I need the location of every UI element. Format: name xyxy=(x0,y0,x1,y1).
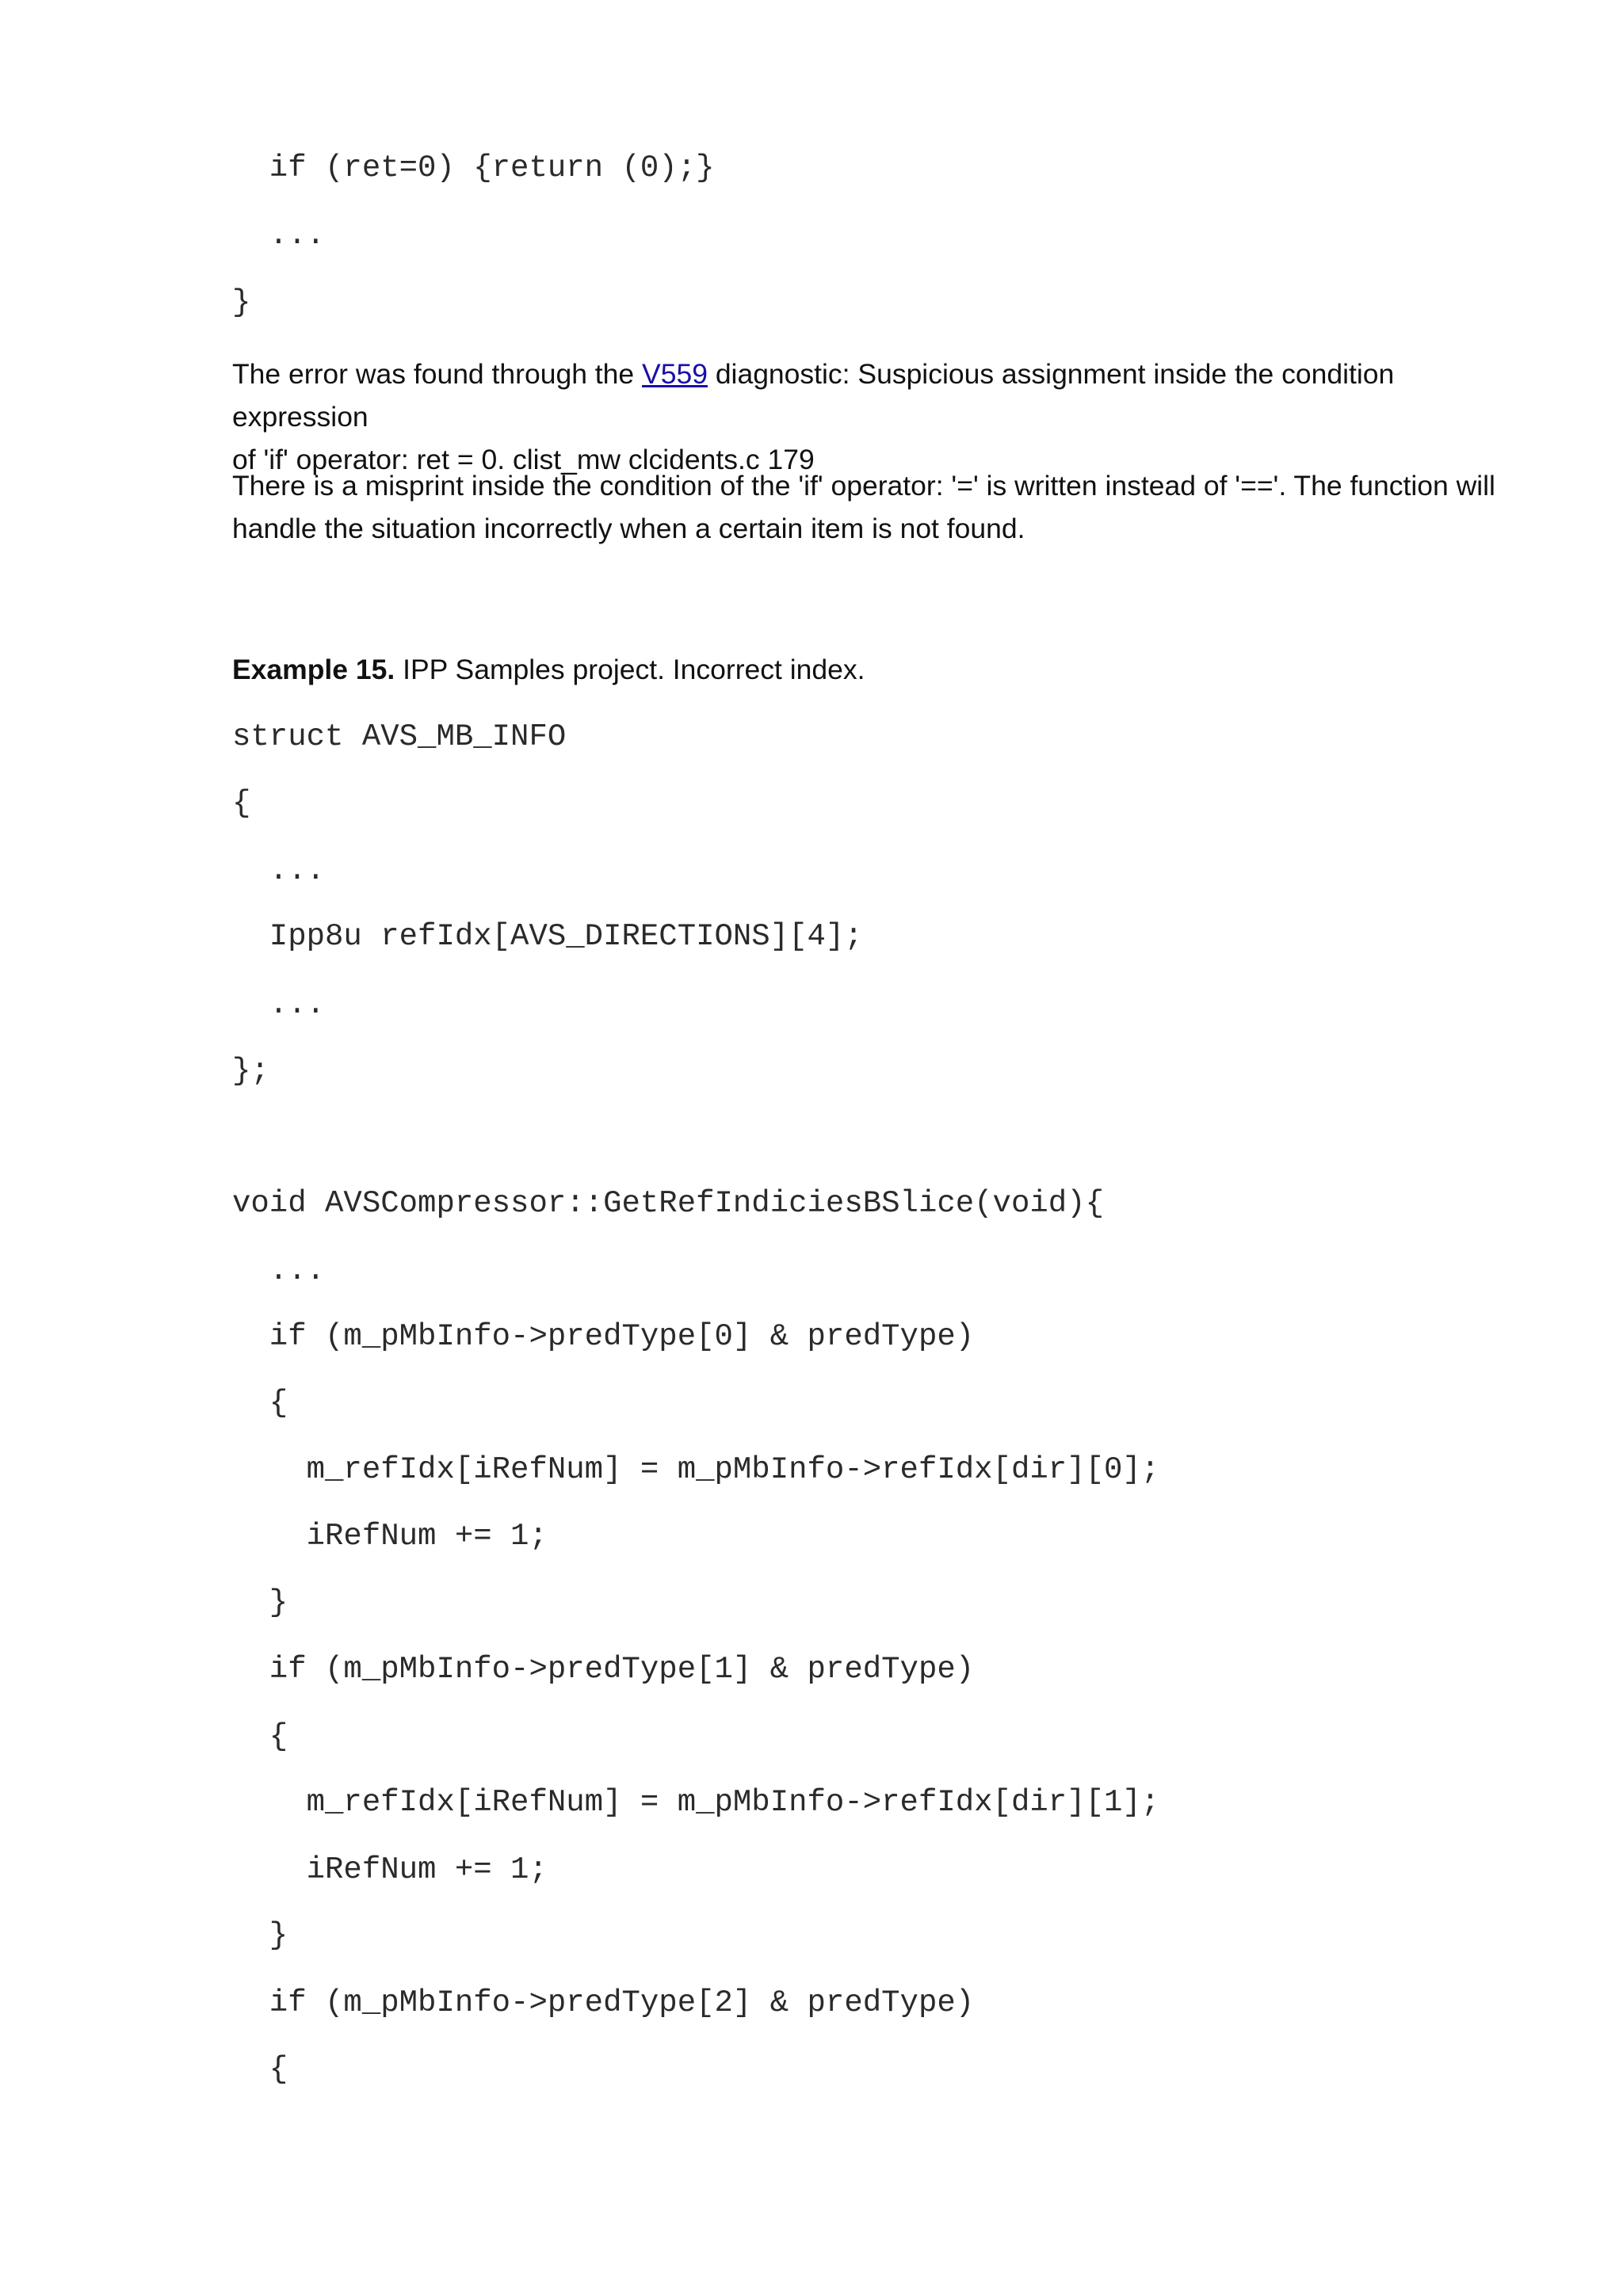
example-label: Example 15. xyxy=(232,654,395,685)
code-line: m_refIdx[iRefNum] = m_pMbInfo->refIdx[dir][1]; xyxy=(232,1785,1160,1820)
code-line: if (ret=0) {return (0);} xyxy=(232,151,715,185)
para-text: of 'if' operator: ret = 0. clist_mw clcidents.c 179 xyxy=(232,444,815,475)
code-line: m_refIdx[iRefNum] = m_pMbInfo->refIdx[dir][0]; xyxy=(232,1452,1160,1487)
code-line: { xyxy=(232,786,251,821)
code-line: if (m_pMbInfo->predType[2] & predType) xyxy=(232,1985,975,2020)
code-line: if (m_pMbInfo->predType[0] & predType) xyxy=(232,1319,975,1354)
v559-link[interactable]: V559 xyxy=(642,358,708,390)
code-line: ... xyxy=(232,218,326,253)
code-line: { xyxy=(232,1386,288,1421)
code-line: ... xyxy=(232,1253,326,1288)
code-line: } xyxy=(232,285,251,320)
code-line: iRefNum += 1; xyxy=(232,1519,548,1554)
code-line: { xyxy=(232,1719,288,1754)
code-line: } xyxy=(232,1585,288,1620)
example-heading xyxy=(232,648,1532,691)
code-line: if (m_pMbInfo->predType[1] & predType) xyxy=(232,1652,975,1687)
code-line: }; xyxy=(232,1054,269,1089)
code-line: void AVSCompressor::GetRefIndiciesBSlice(void){ xyxy=(232,1186,1104,1221)
para-text: The error was found through the xyxy=(232,358,643,390)
explanation-paragraph xyxy=(232,464,1532,550)
code-line: Ipp8u refIdx[AVS_DIRECTIONS][4]; xyxy=(232,919,863,954)
para-text: handle the situation incorrectly when a certain item is not found. xyxy=(232,513,1025,544)
example-text: IPP Samples project. Incorrect index. xyxy=(395,654,865,685)
code-line: ... xyxy=(232,853,326,888)
code-line: iRefNum += 1; xyxy=(232,1852,548,1887)
code-line: ... xyxy=(232,987,326,1022)
diagnostic-paragraph xyxy=(232,353,1532,481)
code-line: struct AVS_MB_INFO xyxy=(232,719,567,754)
para-text: There is a misprint inside the condition of the 'if' operator: '=' is written instead of '=='. The function will xyxy=(232,470,1495,502)
code-line: { xyxy=(232,2052,288,2087)
para-text: diagnostic: Suspicious assignment inside the condition expression xyxy=(232,358,1395,433)
code-line: } xyxy=(232,1918,288,1953)
